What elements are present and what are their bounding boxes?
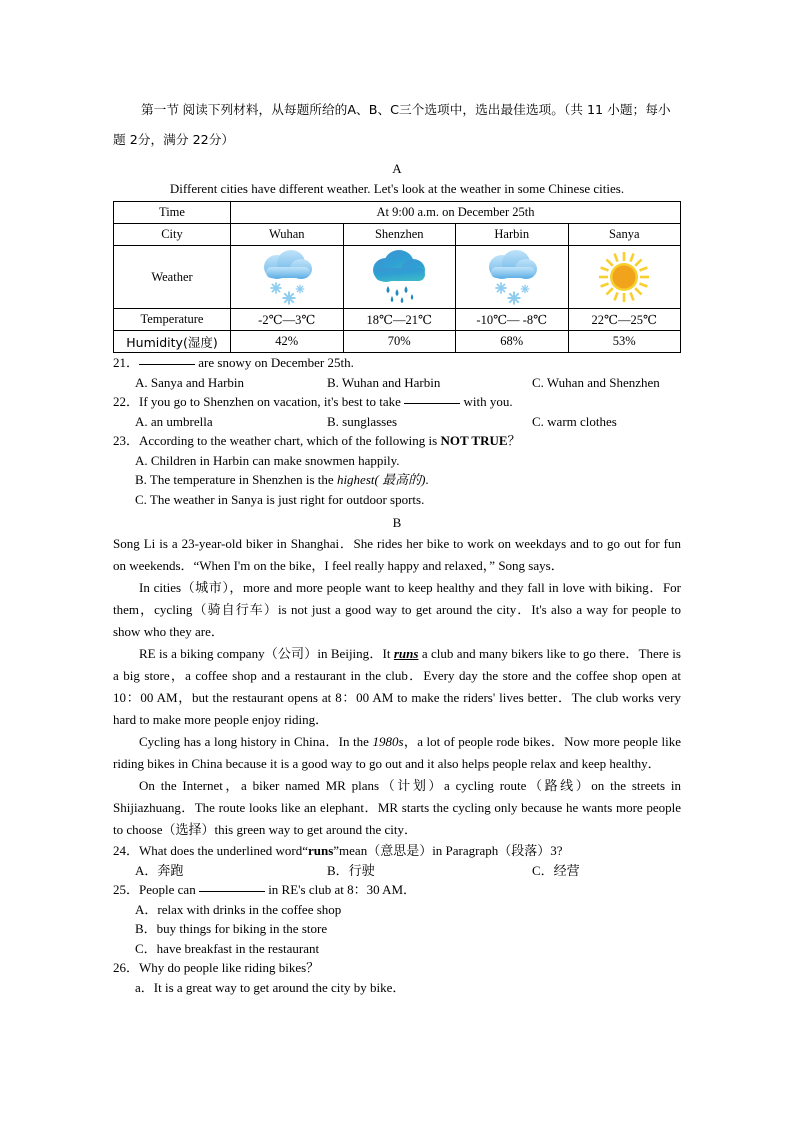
question-25-option-b[interactable]: B．buy things for biking in the store [135,921,328,936]
paragraph-4-part-2: ，a lot of people rode bikes．Now more people like riding bikes in China because it is a good way to go out and it also helps people relax and keep healthy． [113,734,681,771]
question-23-text-before: According to the weather chart, which of the following is [139,433,441,448]
cell-humidity-harbin: 68% [456,331,569,353]
question-24-text-after: ”mean（意思是）in Paragraph（段落）3? [333,843,563,858]
option-a[interactable]: A．奔跑 [135,862,184,878]
weather-table [113,201,681,353]
cell-weather-shenzhen [343,246,456,309]
section-instruction-text: 阅读下列材料，从每题所给的A、B、C三个选项中，选出最佳选项。（共 11 小题；每小题 2分，满分 22分） [113,102,671,147]
paragraph-3-part-2: a club and many bikers like to go there．There is a big store，a coffee shop and a restaurant in the club．Every day the store and the coffee shop open at 10：00 AM，but the restaurant opens at 8：00 AM to make the riders' lives better．The club works very hard to make more people enjoy riding． [113,646,681,727]
row-label-weather: Weather [114,246,231,309]
option-b[interactable]: B．行驶 [327,862,375,878]
cell-city-shenzhen: Shenzhen [343,224,456,246]
option-c[interactable]: C. warm clothes [532,413,617,429]
passage-b-paragraph-4 [113,731,681,775]
question-25-option-a[interactable]: A．relax with drinks in the coffee shop [135,901,342,917]
question-24-number: 24． [113,843,140,858]
passage-b-letter: B [392,515,402,530]
section-instruction-prefix: 第一节 [141,102,180,117]
table-row-temperature [114,309,681,331]
question-23-option-c[interactable]: C. The weather in Sanya is just right for outdoor sports. [135,491,425,507]
cell-temp-harbin: -10℃— -8℃ [456,309,569,331]
option-b[interactable]: B. sunglasses [327,413,398,429]
question-25-option-c[interactable]: C．have breakfast in the restaurant [135,940,320,956]
cell-humidity-sanya: 53% [568,331,681,353]
question-21-text: are snowy on December 25th. [195,355,354,370]
question-23-number: 23． [113,433,140,448]
question-24-options [113,861,681,881]
answer-blank [139,364,195,365]
question-24-stem [113,841,681,861]
paragraph-3-part-1: RE is a biking company（公司）in Beijing．It [139,646,394,661]
paragraph-4-part-1: Cycling has a long history in China．In the [139,734,373,749]
cell-humidity-shenzhen: 70% [343,331,456,353]
passage-a-lead: Different cities have different weather. Let's look at the weather in some Chinese cities. [169,181,625,196]
question-23-option-b[interactable] [113,470,681,490]
option-b-prefix: B. The temperature in Shenzhen is the [135,472,337,487]
question-24-emphasis: runs [307,843,334,858]
row-label-temperature: Temperature [114,309,231,331]
question-26-text: Why do people like riding bikes？ [139,960,320,975]
question-25-stem [113,880,681,900]
question-22-text-after: with you. [460,394,513,409]
option-c[interactable]: C. Wuhan and Shenzhen [532,374,660,390]
rain-cloud-icon [346,247,454,307]
question-23-option-a[interactable]: A. Children in Harbin can make snowmen happily. [135,452,400,468]
sun-icon [571,247,679,307]
option-b[interactable]: B. Wuhan and Harbin [327,374,441,390]
question-25-number: 25． [113,882,140,897]
question-22-text-before: If you go to Shenzhen on vacation, it's best to take [139,394,405,409]
cell-time-value: At 9:00 a.m. on December 25th [231,202,681,224]
table-row-time [114,202,681,224]
question-23-text-after: ？ [507,433,521,448]
answer-blank [199,891,265,892]
passage-a-letter: A [392,161,402,176]
question-22-stem [113,392,681,412]
table-row-city [114,224,681,246]
table-row-weather [114,246,681,309]
passage-b-paragraph-5: On the Internet，a biker named MR plans（计划）a cycling route（路线）on the streets in Shijiazhuang．The route looks like an elephant．MR starts the cycling only because he wants more people to choose（选择）this green way to get around the city． [113,778,681,837]
table-row-humidity [114,331,681,353]
option-a[interactable]: A. Sanya and Harbin [135,374,245,390]
option-b-suffix: . [425,472,429,487]
question-21-options [113,373,681,393]
option-b-gloss: highest( 最高的) [336,472,426,487]
answer-blank [404,403,460,404]
underlined-word-runs: runs [393,646,419,661]
cell-temp-shenzhen: 18℃—21℃ [343,309,456,331]
row-label-city: City [114,224,231,246]
passage-b-paragraph-1: Song Li is a 23-year-old biker in Shanghai．She rides her bike to work on weekdays and to go out for fun on weekends．“When I'm on the bike，I feel really happy and relaxed，” Song says． [113,536,681,573]
question-21-number: 21． [113,355,140,370]
question-23-emphasis: NOT TRUE [440,433,508,448]
question-26-stem [113,958,681,978]
cell-weather-sanya [568,246,681,309]
cell-weather-harbin [456,246,569,309]
cell-humidity-wuhan: 42% [231,331,344,353]
question-26-number: 26． [113,960,140,975]
cell-temp-wuhan: -2℃—3℃ [231,309,344,331]
question-23-stem [113,431,681,451]
cell-city-sanya: Sanya [568,224,681,246]
question-22-options [113,412,681,432]
cell-city-wuhan: Wuhan [231,224,344,246]
row-label-time: Time [114,202,231,224]
section-instruction [113,95,681,155]
option-a[interactable]: A. an umbrella [135,413,213,429]
question-25-text-after: in RE's club at 8：30 AM． [264,882,417,897]
cell-city-harbin: Harbin [456,224,569,246]
decade-emphasis: 1980s [372,734,404,749]
question-24-text-before: What does the underlined word“ [139,843,308,858]
snow-cloud-icon [458,247,566,307]
option-c[interactable]: C．经营 [532,862,580,878]
page-content [113,95,681,997]
passage-b-paragraph-3 [113,643,681,731]
snow-cloud-icon [233,247,341,307]
question-21-stem [113,353,681,373]
question-22-number: 22． [113,394,140,409]
passage-b-paragraph-2: In cities（城市），more and more people want to keep healthy and they fall in love with biking．For them，cycling（骑自行车）is not just a good way to get around the city．It's also a way for people to show who they are． [113,580,681,639]
question-26-option-a[interactable]: a．It is a great way to get around the city by bike． [135,979,406,995]
cell-temp-sanya: 22℃—25℃ [568,309,681,331]
row-label-humidity: Humidity(湿度) [114,331,231,353]
question-25-text-before: People can [139,882,199,897]
cell-weather-wuhan [231,246,344,309]
